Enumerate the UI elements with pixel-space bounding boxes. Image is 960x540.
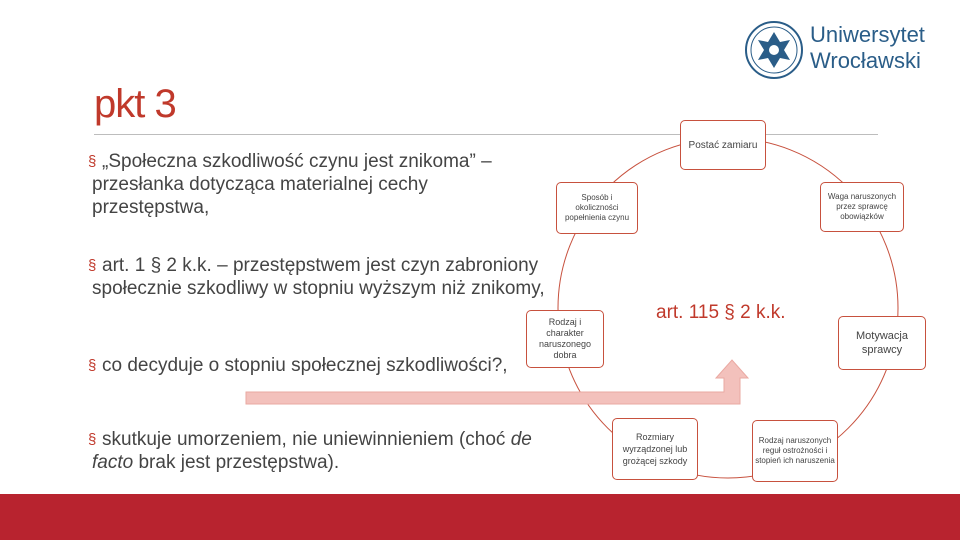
slide-title: pkt 3 — [94, 82, 176, 126]
node-rodzaj-regul: Rodzaj naruszonych reguł ostrożności i stopień ich naruszenia — [752, 420, 838, 482]
bullet-text: art. 1 § 2 k.k. – przestępstwem jest czyn zabroniony społecznie szkodliwy w stopniu wyższym niż znikomy, — [92, 255, 545, 299]
bullet-square-icon: § — [88, 153, 97, 170]
footer-bar — [0, 494, 960, 540]
bullet-square-icon: § — [88, 357, 97, 374]
bullet-square-icon: § — [88, 257, 97, 274]
bullet-text: co decyduje o stopniu społecznej szkodliwości?, — [102, 355, 508, 376]
node-rozmiary-szkody: Rozmiary wyrządzonej lub grożącej szkody — [612, 418, 698, 480]
university-name-line1: Uniwersytet — [810, 22, 925, 47]
bullet-text: „Społeczna szkodliwość czynu jest znikoma” – przesłanka dotycząca materialnej cechy przestępstwa, — [92, 151, 492, 218]
pointer-arrow — [246, 360, 748, 404]
node-waga-obowiazkow: Waga naruszonych przez sprawcę obowiązków — [820, 182, 904, 232]
university-name-line2: Wrocławski — [810, 48, 921, 73]
bullet-emphasis: de facto — [92, 429, 532, 473]
node-postac-zamiaru: Postać zamiaru — [680, 120, 766, 170]
bullet-square-icon: § — [88, 431, 97, 448]
node-rodzaj-dobra: Rodzaj i charakter naruszonego dobra — [526, 310, 604, 368]
bullet-text: skutkuje umorzeniem, nie uniewinnieniem (choć de facto brak jest przestępstwa). — [92, 429, 532, 473]
diagram-center-label: art. 115 § 2 k.k. — [656, 302, 786, 323]
node-motywacja: Motywacja sprawcy — [838, 316, 926, 370]
node-sposob-popelnienia: Sposób i okoliczności popełnienia czynu — [556, 182, 638, 234]
